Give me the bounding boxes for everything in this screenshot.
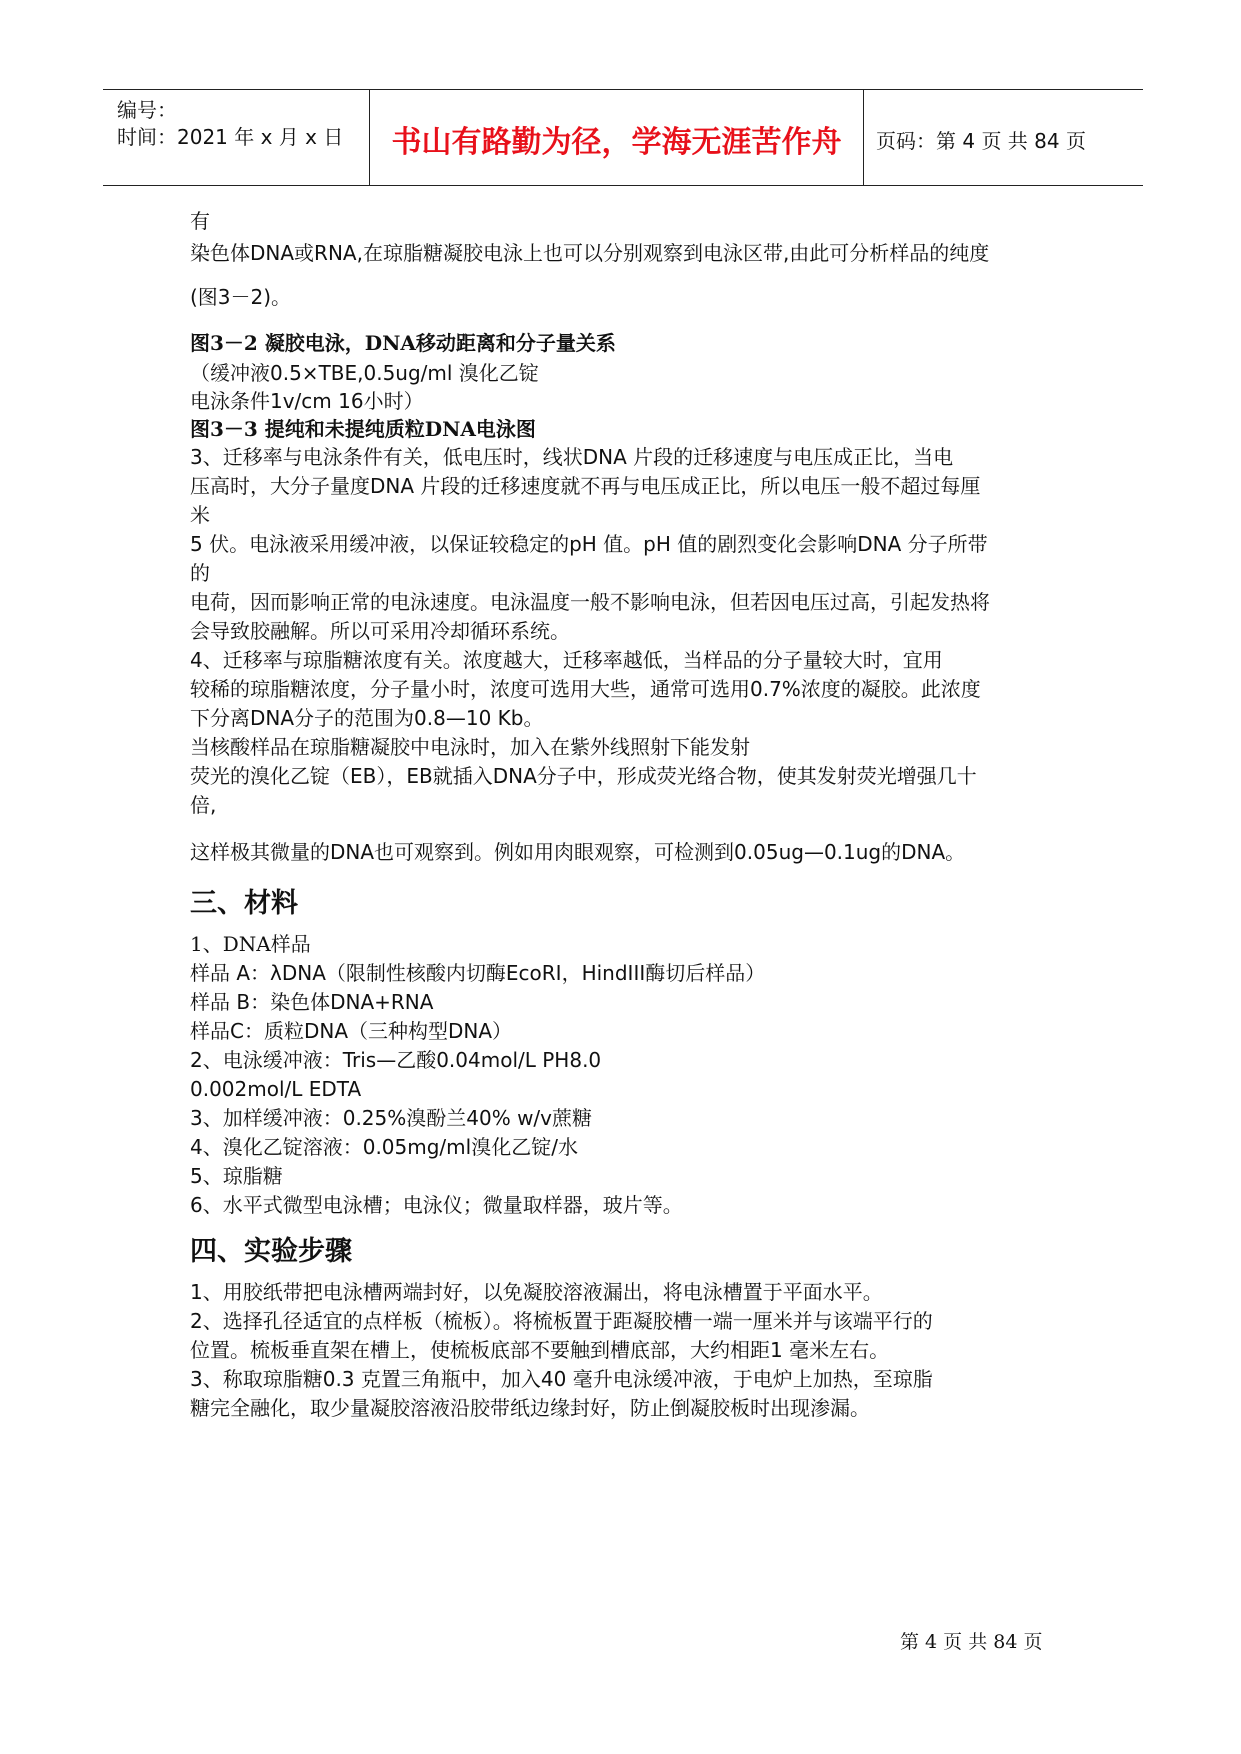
motto-text: 书山有路勤为径，学海无涯苦作舟 [391,125,842,160]
body-line: (图3－2)。 [190,285,292,309]
page-number-label: 页码：第 4 页 共 84 页 [876,129,1086,153]
body-line: 米 [190,503,210,527]
section-heading-steps: 四、实验步骤 [190,1236,352,1267]
material-item: 样品 A：λDNA（限制性核酸内切酶EcoRI，HindIII酶切后样品） [190,961,766,985]
condition-note: 电泳条件1v/cm 16小时） [190,389,424,413]
page-footer: 第 4 页 共 84 页 [900,1631,1043,1653]
body-line: 的 [190,561,210,585]
material-item: 3、加样缓冲液：0.25%溴酚兰40% w/v蔗糖 [190,1106,593,1130]
body-line: 倍, [190,793,217,817]
material-item: 4、溴化乙锭溶液：0.05mg/ml溴化乙锭/水 [190,1135,578,1159]
material-item: 6、水平式微型电泳槽；电泳仪；微量取样器，玻片等。 [190,1193,683,1217]
serial-label: 编号： [117,98,177,122]
step-line: 1、用胶纸带把电泳槽两端封好，以免凝胶溶液漏出，将电泳槽置于平面水平。 [190,1280,883,1304]
step-line: 位置。梳板垂直架在槽上，使梳板底部不要触到槽底部，大约相距1 毫米左右。 [190,1338,890,1362]
body-line: 会导致胶融解。所以可采用冷却循环系统。 [190,619,570,643]
document-body [190,205,1065,1423]
step-line: 糖完全融化，取少量凝胶溶液沿胶带纸边缘封好，防止倒凝胶板时出现渗漏。 [190,1396,870,1420]
body-line: 压高时，大分子量度DNA 片段的迁移速度就不再与电压成正比，所以电压一般不超过每厘 [190,474,981,498]
time-label: 时间：2021 年 x 月 x 日 [117,125,344,149]
page-header [103,89,1143,186]
material-item: 0.002mol/L EDTA [190,1077,362,1101]
figure-caption-3-2: 图3－2 凝胶电泳，DNA移动距离和分子量关系 [190,331,616,355]
material-item: 2、电泳缓冲液：Tris—乙酸0.04mol/L PH8.0 [190,1048,602,1072]
body-line: 3、迁移率与电泳条件有关，低电压时，线状DNA 片段的迁移速度与电压成正比，当电 [190,445,954,469]
step-line: 3、称取琼脂糖0.3 克置三角瓶中，加入40 毫升电泳缓冲液，于电炉上加热，至琼脂 [190,1367,933,1391]
body-line: 这样极其微量的DNA也可观察到。例如用肉眼观察，可检测到0.05ug—0.1ug的DNA。 [190,840,966,864]
body-line: 下分离DNA分子的范围为0.8—10 Kb。 [190,706,544,730]
body-line: 电荷，因而影响正常的电泳速度。电泳温度一般不影响电泳，但若因电压过高，引起发热将 [190,590,990,614]
material-item: 1、DNA样品 [190,932,311,956]
body-line: 4、迁移率与琼脂糖浓度有关。浓度越大，迁移率越低，当样品的分子量较大时，宜用 [190,648,943,672]
header-meta-cell [103,90,370,185]
material-item: 5、琼脂糖 [190,1164,283,1188]
buffer-note: （缓冲液0.5×TBE,0.5ug/ml 溴化乙锭 [190,361,539,385]
material-item: 样品 B：染色体DNA+RNA [190,990,434,1014]
body-line: 5 伏。电泳液采用缓冲液，以保证较稳定的pH 值。pH 值的剧烈变化会影响DNA 分子所带 [190,532,988,556]
figure-caption-3-3: 图3－3 提纯和未提纯质粒DNA电泳图 [190,417,536,441]
body-line: 染色体DNA或RNA,在琼脂糖凝胶电泳上也可以分别观察到电泳区带,由此可分析样品的纯度 [190,241,990,265]
step-line: 2、选择孔径适宜的点样板（梳板）。将梳板置于距凝胶槽一端一厘米并与该端平行的 [190,1309,933,1333]
section-heading-materials: 三、材料 [190,888,298,919]
body-line: 有 [190,209,210,233]
body-line: 较稀的琼脂糖浓度，分子量小时，浓度可选用大些，通常可选用0.7%浓度的凝胶。此浓度 [190,677,981,701]
header-page-cell [864,90,1143,185]
material-item: 样品C：质粒DNA（三种构型DNA） [190,1019,513,1043]
body-line: 荧光的溴化乙锭（EB），EB就插入DNA分子中，形成荧光络合物，使其发射荧光增强几十 [190,764,977,788]
header-motto-cell [370,90,864,185]
body-line: 当核酸样品在琼脂糖凝胶中电泳时，加入在紫外线照射下能发射 [190,735,750,759]
